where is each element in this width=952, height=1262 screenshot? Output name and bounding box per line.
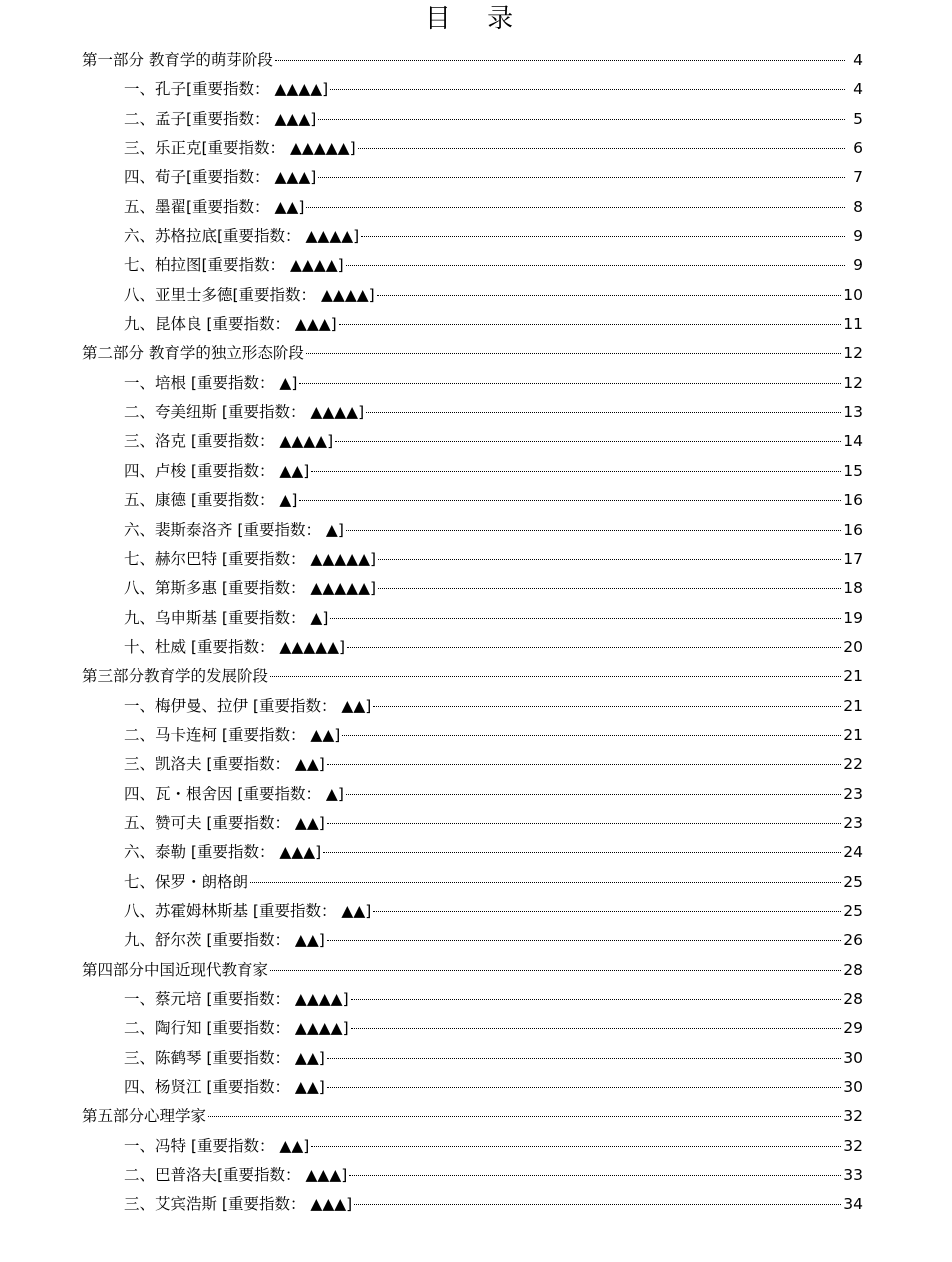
toc-page-number: 30 bbox=[843, 1078, 863, 1097]
toc-section-entry bbox=[82, 664, 863, 693]
dot-leader bbox=[339, 324, 842, 325]
toc-entry-label: 七、柏拉图[重要指数： ▲▲▲▲] bbox=[124, 256, 344, 275]
toc-subentry bbox=[82, 547, 863, 576]
toc-subentry bbox=[82, 1016, 863, 1045]
toc-entry-label: 第三部分教育学的发展阶段 bbox=[82, 667, 269, 686]
dot-leader bbox=[318, 119, 845, 120]
toc-subentry bbox=[82, 224, 863, 253]
toc-page-number: 21 bbox=[843, 667, 863, 686]
toc-subentry bbox=[82, 576, 863, 605]
toc-page-number: 7 bbox=[853, 168, 863, 187]
toc-subentry bbox=[82, 459, 863, 488]
toc-page-number: 6 bbox=[853, 139, 863, 158]
toc-entry-label: 一、孔子[重要指数： ▲▲▲▲] bbox=[124, 80, 329, 99]
toc-page-number: 24 bbox=[843, 843, 863, 862]
toc-entry-label: 一、蔡元培 [重要指数： ▲▲▲▲] bbox=[124, 990, 349, 1008]
toc-entry-label: 九、舒尔茨 [重要指数： ▲▲] bbox=[124, 931, 325, 950]
toc-page-number: 19 bbox=[843, 608, 863, 627]
toc-entry-label: 二、夸美纽斯 [重要指数： ▲▲▲▲] bbox=[124, 403, 365, 422]
dot-leader bbox=[330, 89, 845, 90]
toc-page-number: 11 bbox=[843, 315, 863, 334]
toc-entry-label: 三、乐正克[重要指数： ▲▲▲▲▲] bbox=[124, 139, 356, 158]
dot-leader bbox=[373, 911, 841, 912]
toc-subentry bbox=[82, 987, 863, 1016]
toc-page-number: 26 bbox=[843, 931, 863, 950]
toc-subentry bbox=[82, 694, 863, 723]
toc-entry-label: 五、墨翟[重要指数： ▲▲] bbox=[124, 197, 305, 216]
dot-leader bbox=[327, 940, 841, 941]
toc-page-number: 20 bbox=[843, 637, 863, 656]
toc-subentry bbox=[82, 488, 863, 517]
toc-subentry bbox=[82, 723, 863, 752]
toc-subentry bbox=[82, 606, 863, 635]
dot-leader bbox=[311, 1146, 841, 1147]
dot-leader bbox=[327, 823, 841, 824]
dot-leader bbox=[351, 1028, 842, 1029]
toc-page-number: 23 bbox=[843, 813, 863, 832]
toc-page-number: 22 bbox=[843, 755, 863, 774]
toc-subentry bbox=[82, 752, 863, 781]
dot-leader bbox=[361, 236, 845, 237]
dot-leader bbox=[318, 177, 845, 178]
dot-leader bbox=[299, 383, 841, 384]
toc-page-number: 32 bbox=[843, 1136, 863, 1155]
dot-leader bbox=[349, 1175, 841, 1176]
table-of-contents bbox=[82, 48, 863, 1222]
toc-page-number: 8 bbox=[853, 197, 863, 216]
dot-leader bbox=[335, 441, 841, 442]
toc-subentry bbox=[82, 1163, 863, 1192]
toc-subentry bbox=[82, 1192, 863, 1221]
dot-leader bbox=[346, 265, 845, 266]
toc-page-number: 23 bbox=[843, 784, 863, 803]
toc-subentry bbox=[82, 136, 863, 165]
dot-leader bbox=[275, 60, 845, 61]
toc-page-number: 13 bbox=[843, 403, 863, 422]
toc-entry-label: 四、瓦・根舍因 [重要指数： ▲] bbox=[124, 784, 344, 803]
toc-page-number: 21 bbox=[843, 696, 863, 715]
toc-section-entry bbox=[82, 958, 863, 987]
toc-entry-label: 三、凯洛夫 [重要指数： ▲▲] bbox=[124, 755, 325, 774]
toc-page-number: 5 bbox=[853, 109, 863, 128]
toc-subentry bbox=[82, 371, 863, 400]
toc-subentry bbox=[82, 840, 863, 869]
toc-subentry bbox=[82, 928, 863, 957]
dot-leader bbox=[342, 735, 841, 736]
toc-subentry bbox=[82, 1075, 863, 1104]
toc-entry-label: 四、卢梭 [重要指数： ▲▲] bbox=[124, 461, 310, 480]
toc-page-number: 30 bbox=[843, 1048, 863, 1067]
dot-leader bbox=[270, 676, 841, 677]
toc-page-number: 29 bbox=[843, 1019, 863, 1038]
dot-leader bbox=[351, 999, 842, 1000]
toc-subentry bbox=[82, 195, 863, 224]
toc-section-entry bbox=[82, 1104, 863, 1133]
toc-entry-label: 八、亚里士多德[重要指数： ▲▲▲▲] bbox=[124, 285, 375, 304]
toc-entry-label: 四、杨贤江 [重要指数： ▲▲] bbox=[124, 1078, 325, 1097]
toc-subentry bbox=[82, 518, 863, 547]
dot-leader bbox=[346, 794, 841, 795]
toc-page-number: 12 bbox=[843, 373, 863, 392]
toc-entry-label: 五、康德 [重要指数： ▲] bbox=[124, 491, 298, 510]
toc-page-number: 28 bbox=[843, 990, 863, 1008]
toc-subentry bbox=[82, 1134, 863, 1163]
toc-page-number: 25 bbox=[843, 901, 863, 920]
toc-page-number: 15 bbox=[843, 461, 863, 480]
toc-page-number: 9 bbox=[853, 227, 863, 246]
toc-subentry bbox=[82, 312, 863, 341]
toc-entry-label: 八、第斯多惠 [重要指数： ▲▲▲▲▲] bbox=[124, 579, 377, 598]
toc-page-number: 33 bbox=[843, 1166, 863, 1185]
dot-leader bbox=[346, 530, 841, 531]
toc-entry-label: 五、赞可夫 [重要指数： ▲▲] bbox=[124, 813, 325, 832]
toc-subentry bbox=[82, 400, 863, 429]
dot-leader bbox=[358, 148, 845, 149]
toc-page-number: 16 bbox=[843, 491, 863, 510]
dot-leader bbox=[208, 1116, 841, 1117]
toc-subentry bbox=[82, 283, 863, 312]
dot-leader bbox=[250, 882, 841, 883]
toc-entry-label: 三、洛克 [重要指数： ▲▲▲▲] bbox=[124, 432, 334, 451]
toc-entry-label: 三、艾宾浩斯 [重要指数： ▲▲▲] bbox=[124, 1195, 353, 1214]
dot-leader bbox=[306, 207, 845, 208]
dot-leader bbox=[327, 1087, 841, 1088]
toc-entry-label: 七、赫尔巴特 [重要指数： ▲▲▲▲▲] bbox=[124, 549, 377, 568]
toc-page-number: 16 bbox=[843, 520, 863, 539]
toc-entry-label: 一、冯特 [重要指数： ▲▲] bbox=[124, 1136, 310, 1155]
toc-entry-label: 三、陈鹤琴 [重要指数： ▲▲] bbox=[124, 1048, 325, 1067]
toc-subentry bbox=[82, 782, 863, 811]
toc-subentry bbox=[82, 635, 863, 664]
toc-page-number: 18 bbox=[843, 579, 863, 598]
toc-subentry bbox=[82, 811, 863, 840]
toc-subentry bbox=[82, 870, 863, 899]
toc-section-entry bbox=[82, 341, 863, 370]
toc-entry-label: 第二部分 教育学的独立形态阶段 bbox=[82, 344, 304, 363]
dot-leader bbox=[347, 647, 841, 648]
dot-leader bbox=[378, 559, 841, 560]
toc-entry-label: 八、苏霍姆林斯基 [重要指数： ▲▲] bbox=[124, 901, 372, 920]
toc-entry-label: 六、苏格拉底[重要指数： ▲▲▲▲] bbox=[124, 227, 360, 246]
dot-leader bbox=[327, 1058, 841, 1059]
toc-entry-label: 第一部分 教育学的萌芽阶段 bbox=[82, 51, 273, 69]
dot-leader bbox=[323, 852, 841, 853]
toc-page-number: 25 bbox=[843, 872, 863, 891]
dot-leader bbox=[354, 1204, 841, 1205]
toc-section-entry bbox=[82, 48, 863, 77]
toc-entry-label: 六、裴斯泰洛齐 [重要指数： ▲] bbox=[124, 520, 344, 539]
toc-entry-label: 九、乌申斯基 [重要指数： ▲] bbox=[124, 608, 329, 627]
toc-title: 目 录 bbox=[424, 4, 528, 34]
toc-entry-label: 二、孟子[重要指数： ▲▲▲] bbox=[124, 109, 317, 128]
toc-subentry bbox=[82, 107, 863, 136]
toc-page-number: 14 bbox=[843, 432, 863, 451]
toc-entry-label: 一、梅伊曼、拉伊 [重要指数： ▲▲] bbox=[124, 696, 372, 715]
dot-leader bbox=[270, 970, 841, 971]
toc-subentry bbox=[82, 253, 863, 282]
toc-page-number: 21 bbox=[843, 725, 863, 744]
toc-subentry bbox=[82, 429, 863, 458]
toc-page-number: 17 bbox=[843, 549, 863, 568]
toc-entry-label: 九、昆体良 [重要指数： ▲▲▲] bbox=[124, 315, 337, 334]
toc-subentry bbox=[82, 1046, 863, 1075]
dot-leader bbox=[327, 764, 841, 765]
toc-entry-label: 第五部分心理学家 bbox=[82, 1107, 207, 1126]
toc-entry-label: 二、陶行知 [重要指数： ▲▲▲▲] bbox=[124, 1019, 349, 1038]
toc-entry-label: 四、荀子[重要指数： ▲▲▲] bbox=[124, 168, 317, 187]
toc-page-number: 10 bbox=[843, 285, 863, 304]
dot-leader bbox=[378, 588, 841, 589]
dot-leader bbox=[330, 618, 841, 619]
dot-leader bbox=[373, 706, 841, 707]
toc-page-number: 34 bbox=[843, 1195, 863, 1214]
toc-page-number: 4 bbox=[853, 80, 863, 99]
toc-entry-label: 十、杜威 [重要指数： ▲▲▲▲▲] bbox=[124, 637, 346, 656]
toc-page-number: 9 bbox=[853, 256, 863, 275]
dot-leader bbox=[311, 471, 841, 472]
dot-leader bbox=[377, 295, 842, 296]
toc-entry-label: 六、泰勒 [重要指数： ▲▲▲] bbox=[124, 843, 322, 862]
toc-page-number: 32 bbox=[843, 1107, 863, 1126]
toc-entry-label: 七、保罗・朗格朗 bbox=[124, 872, 249, 891]
toc-entry-label: 一、培根 [重要指数： ▲] bbox=[124, 373, 298, 392]
toc-page-number: 4 bbox=[853, 51, 863, 69]
toc-subentry bbox=[82, 77, 863, 106]
dot-leader bbox=[306, 353, 841, 354]
toc-subentry bbox=[82, 899, 863, 928]
dot-leader bbox=[299, 500, 841, 501]
toc-page-number: 12 bbox=[843, 344, 863, 363]
toc-page-number: 28 bbox=[843, 960, 863, 979]
toc-entry-label: 二、马卡连柯 [重要指数： ▲▲] bbox=[124, 725, 341, 744]
toc-subentry bbox=[82, 165, 863, 194]
dot-leader bbox=[366, 412, 841, 413]
toc-entry-label: 二、巴普洛夫[重要指数： ▲▲▲] bbox=[124, 1166, 348, 1185]
toc-entry-label: 第四部分中国近现代教育家 bbox=[82, 960, 269, 979]
